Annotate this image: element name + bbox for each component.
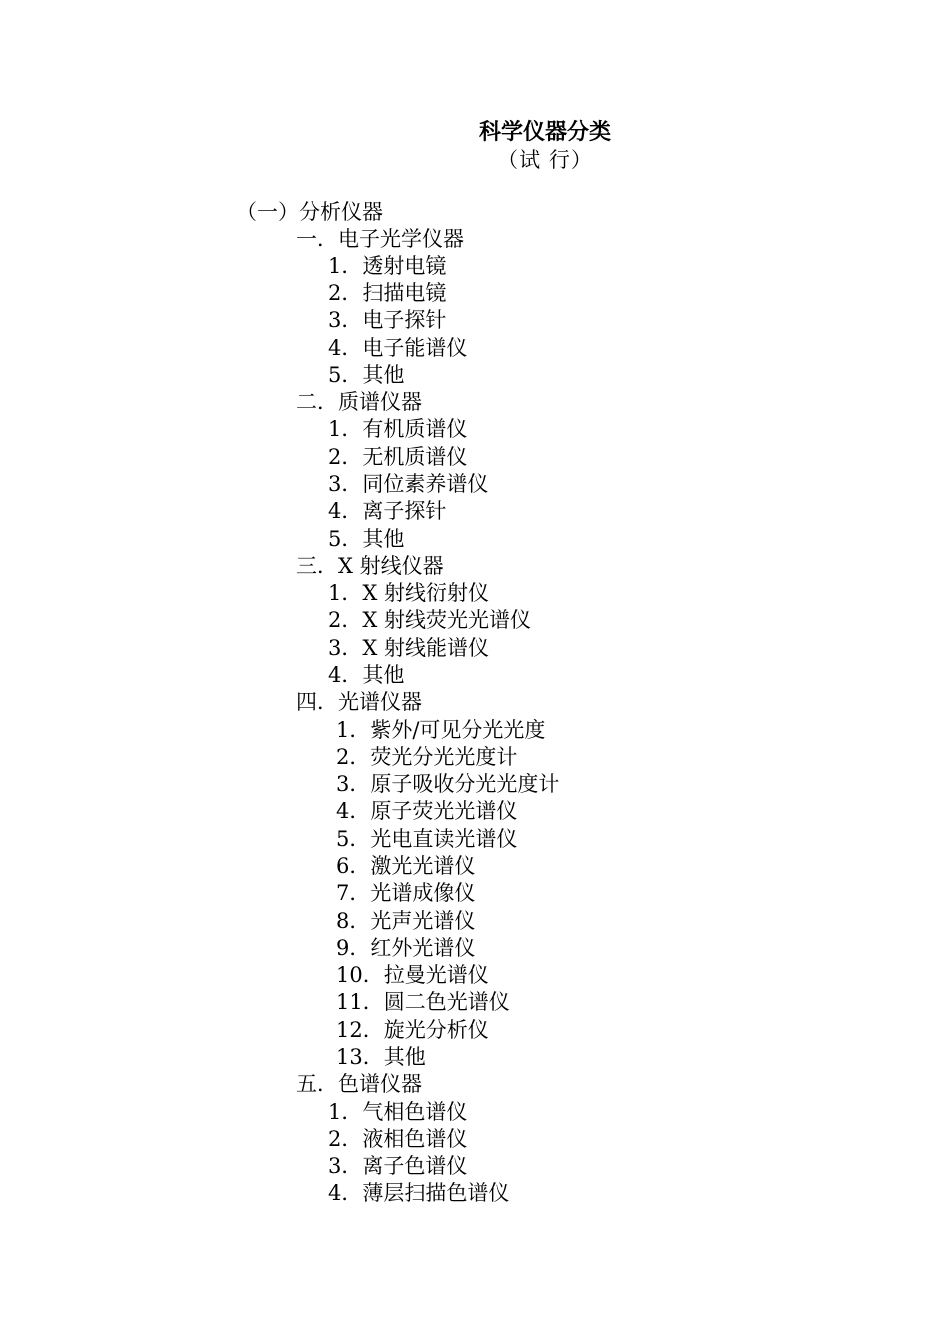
list-item: 3．X 射线能谱仪 bbox=[328, 636, 489, 660]
list-item: 4．原子荧光光谱仪 bbox=[336, 799, 518, 823]
list-item: 4．其他 bbox=[328, 663, 405, 687]
list-item: 1．有机质谱仪 bbox=[328, 417, 468, 441]
list-item: 11．圆二色光谱仪 bbox=[336, 990, 510, 1014]
list-item: 2．液相色谱仪 bbox=[328, 1127, 468, 1151]
list-item: 1．紫外/可见分光光度 bbox=[336, 718, 546, 742]
list-item: 3．原子吸收分光光度计 bbox=[336, 772, 560, 796]
list-item: 2．X 射线荧光光谱仪 bbox=[328, 608, 531, 632]
list-item: 5．其他 bbox=[328, 527, 405, 551]
list-item: 2．荧光分光光度计 bbox=[336, 745, 518, 769]
list-item: 7．光谱成像仪 bbox=[336, 881, 476, 905]
list-item: 8．光声光谱仪 bbox=[336, 909, 476, 933]
list-item: 2．无机质谱仪 bbox=[328, 445, 468, 469]
list-item: 13．其他 bbox=[336, 1045, 426, 1069]
document-title: 科学仪器分类 bbox=[478, 119, 611, 145]
list-item: 3．离子色谱仪 bbox=[328, 1154, 468, 1178]
section-heading: 四．光谱仪器 bbox=[296, 690, 422, 714]
list-item: 3．电子探针 bbox=[328, 308, 447, 332]
document-subtitle: （试 行） bbox=[497, 148, 593, 172]
list-item: 2．扫描电镜 bbox=[328, 281, 447, 305]
list-item: 6．激光光谱仪 bbox=[336, 854, 476, 878]
list-item: 4．薄层扫描色谱仪 bbox=[328, 1181, 510, 1205]
list-item: 3．同位素养谱仪 bbox=[328, 472, 489, 496]
list-item: 12．旋光分析仪 bbox=[336, 1018, 489, 1042]
list-item: 4．电子能谱仪 bbox=[328, 336, 468, 360]
list-item: 1．透射电镜 bbox=[328, 254, 447, 278]
list-item: 1．X 射线衍射仪 bbox=[328, 581, 489, 605]
list-item: 4．离子探针 bbox=[328, 499, 447, 523]
list-item: 1．气相色谱仪 bbox=[328, 1100, 468, 1124]
list-item: 9．红外光谱仪 bbox=[336, 936, 476, 960]
list-item: 5．其他 bbox=[328, 363, 405, 387]
list-item: 5．光电直读光谱仪 bbox=[336, 827, 518, 851]
section-heading: 三．X 射线仪器 bbox=[296, 554, 444, 578]
section-heading: 一．电子光学仪器 bbox=[296, 227, 464, 251]
section-heading: 二．质谱仪器 bbox=[296, 390, 422, 414]
category-heading: （一）分析仪器 bbox=[236, 200, 383, 224]
section-heading: 五．色谱仪器 bbox=[296, 1072, 422, 1096]
list-item: 10．拉曼光谱仪 bbox=[336, 963, 489, 987]
